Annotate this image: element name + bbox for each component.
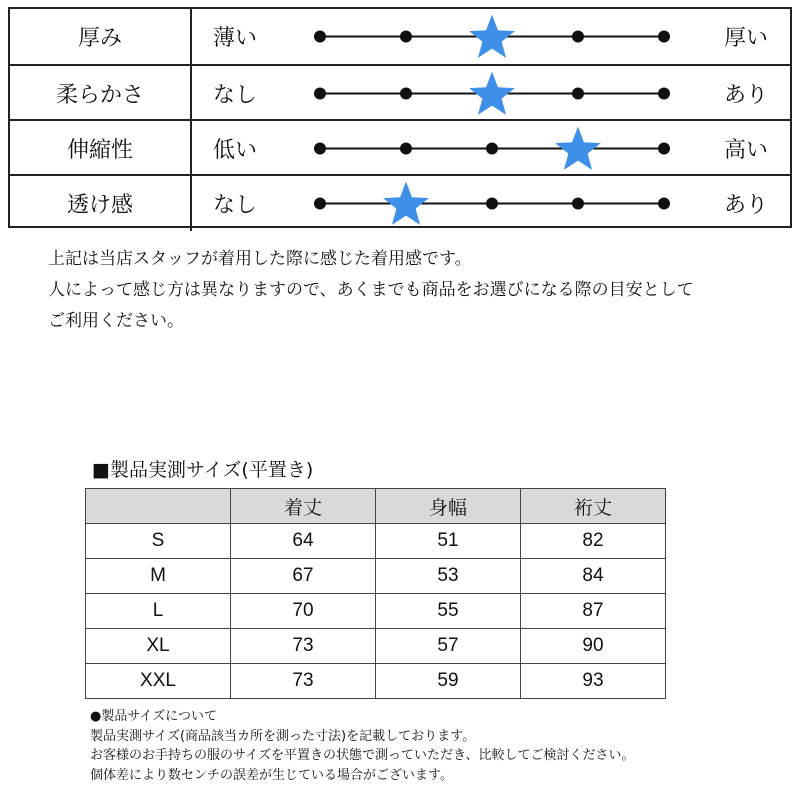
feel-scale [10,121,790,176]
feel-row [10,119,790,176]
scale-high-label: あり [724,83,769,108]
feel-row-label: 柔らかさ [10,66,192,121]
size-table-header-row [86,489,666,524]
size-label-cell: S [86,524,231,559]
scale-dot [486,198,498,210]
size-row [86,629,666,664]
scale-high-label: 高い [724,138,769,163]
feel-table [8,7,792,228]
footnote-line: 製品実測サイズ(商品該当カ所を測った寸法)を記載しております。 [90,728,476,744]
scale-high-label: 厚い [724,26,769,51]
scale-dot [314,88,326,100]
size-value-cell: 64 [231,524,376,559]
size-value-cell: 73 [231,664,376,699]
size-footnotes [90,707,634,785]
feel-row [10,174,790,231]
scale-dot [658,88,670,100]
scale-high-label: あり [724,193,769,218]
footnote-heading: ●製品サイズについて [90,709,218,724]
scale-dot [314,198,326,210]
size-label-cell: XL [86,629,231,664]
scale-low-label: 低い [213,138,258,163]
footnote-line: 個体差により数センチの誤差が生じている場合がございます。 [90,767,453,783]
size-value-cell: 57 [376,629,521,664]
scale-dot [400,143,412,155]
scale-dot [658,198,670,210]
feel-row [10,9,790,64]
size-value-cell: 55 [376,594,521,629]
scale-dot [658,31,670,43]
note-line: 人によって感じ方は異なりますので、あくまでも商品をお選びになる際の目安として [48,280,694,300]
size-value-cell: 53 [376,559,521,594]
scale-dot [572,198,584,210]
rating-star-icon [469,15,515,58]
size-label-cell: M [86,559,231,594]
size-value-cell: 93 [521,664,666,699]
scale-dot [400,31,412,43]
feel-row-label: 透け感 [10,176,192,231]
size-value-cell: 59 [376,664,521,699]
rating-star-icon [555,127,601,170]
feel-scale [10,66,790,121]
scale-dot [314,143,326,155]
size-value-cell: 73 [231,629,376,664]
size-label-cell: L [86,594,231,629]
size-table-title: ■製品実測サイズ(平置き) [92,459,314,481]
size-col-header [86,489,231,524]
scale-dot [658,143,670,155]
scale-low-label: 薄い [213,26,258,51]
wear-feel-notes [48,244,694,337]
scale-dot [572,88,584,100]
scale-dot [572,31,584,43]
size-col-header: 裄丈 [521,489,666,524]
scale-low-label: なし [213,193,258,218]
size-value-cell: 67 [231,559,376,594]
feel-scale [10,176,790,231]
size-value-cell: 82 [521,524,666,559]
size-col-header: 身幅 [376,489,521,524]
feel-row-label: 伸縮性 [10,121,192,176]
feel-row-label: 厚み [10,9,192,64]
size-label-cell: XXL [86,664,231,699]
size-row [86,594,666,629]
size-value-cell: 84 [521,559,666,594]
rating-star-icon [383,182,429,225]
rating-star-icon [469,72,515,115]
note-line: ご利用ください。 [48,311,184,331]
size-row [86,524,666,559]
size-value-cell: 90 [521,629,666,664]
scale-dot [314,31,326,43]
size-table [85,488,666,699]
size-value-cell: 70 [231,594,376,629]
size-col-header: 着丈 [231,489,376,524]
feel-scale [10,9,790,64]
size-row [86,559,666,594]
footnote-line: お客様のお手持ちの服のサイズを平置きの状態で測っていただき、比較してご検討ください。 [90,748,635,763]
note-line: 上記は当店スタッフが着用した際に感じた着用感です。 [48,249,472,269]
scale-low-label: なし [213,83,258,108]
feel-row [10,64,790,121]
size-value-cell: 51 [376,524,521,559]
scale-dot [486,143,498,155]
size-row [86,664,666,699]
scale-dot [400,88,412,100]
size-value-cell: 87 [521,594,666,629]
